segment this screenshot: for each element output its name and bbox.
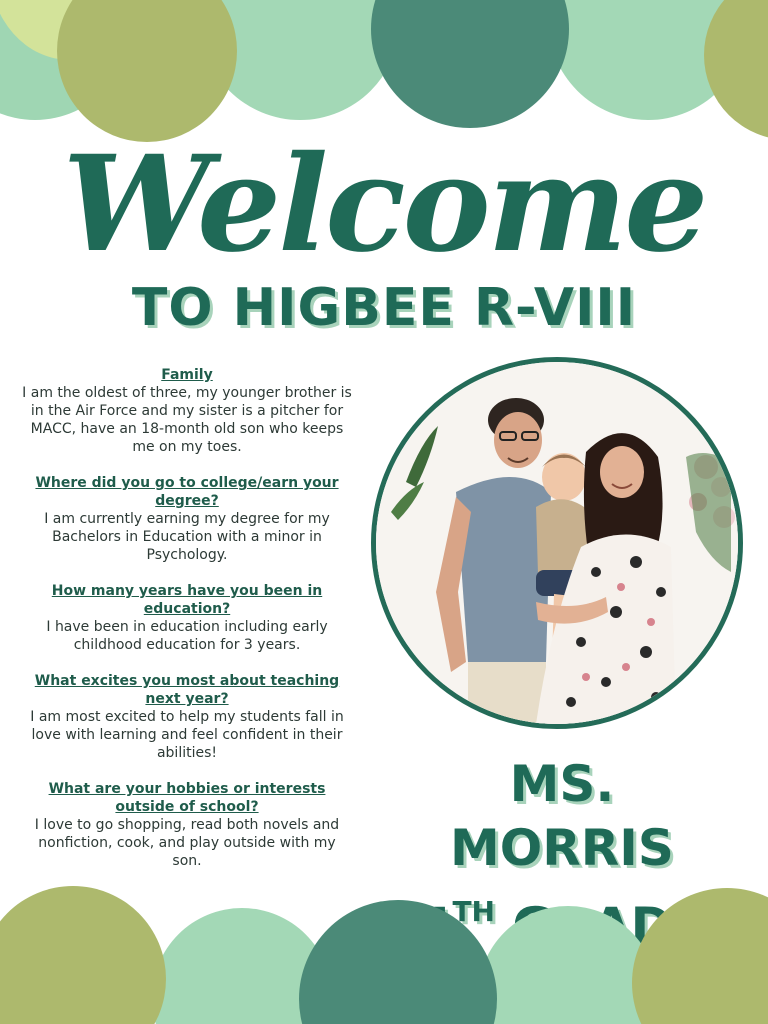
qa-question: Family xyxy=(161,367,213,383)
qa-block-family xyxy=(22,366,352,456)
qa-question: What are your hobbies or interests outside of school? xyxy=(48,781,326,815)
family-photo-illustration xyxy=(376,362,738,724)
decor-circle-olive xyxy=(704,0,768,140)
qa-question: Where did you go to college/earn your degree? xyxy=(35,475,339,509)
teacher-name: MS. MORRIS xyxy=(450,755,674,877)
decor-circle-olive xyxy=(0,886,166,1024)
qa-block-excites xyxy=(22,672,352,762)
qa-question: How many years have you been in education? xyxy=(51,583,323,617)
qa-answer: I have been in education including early childhood education for 3 years. xyxy=(46,619,328,653)
qa-answer: I am currently earning my degree for my Bachelors in Education with a minor in Psychology. xyxy=(44,511,330,563)
qa-answer: I am the oldest of three, my younger brother is in the Air Force and my sister is a pitcher for MACC, have an 18-month old son who keeps me on my toes. xyxy=(22,385,352,455)
qa-block-years xyxy=(22,582,352,654)
grade-suffix: TH xyxy=(452,895,495,928)
school-subtitle: TO HIGBEE R-VIII xyxy=(131,278,637,338)
welcome-title: Welcome xyxy=(62,127,706,282)
qa-answer: I am most excited to help my students fall in love with learning and feel confident in their abilities! xyxy=(30,709,344,761)
qa-answer: I love to go shopping, read both novels and nonfiction, cook, and play outside with my son. xyxy=(34,817,340,869)
qa-section xyxy=(22,366,352,888)
qa-block-hobbies xyxy=(22,780,352,870)
family-photo xyxy=(371,357,743,729)
qa-question: What excites you most about teaching next year? xyxy=(34,673,340,707)
qa-block-college xyxy=(22,474,352,564)
decor-circle-teal xyxy=(371,0,569,128)
